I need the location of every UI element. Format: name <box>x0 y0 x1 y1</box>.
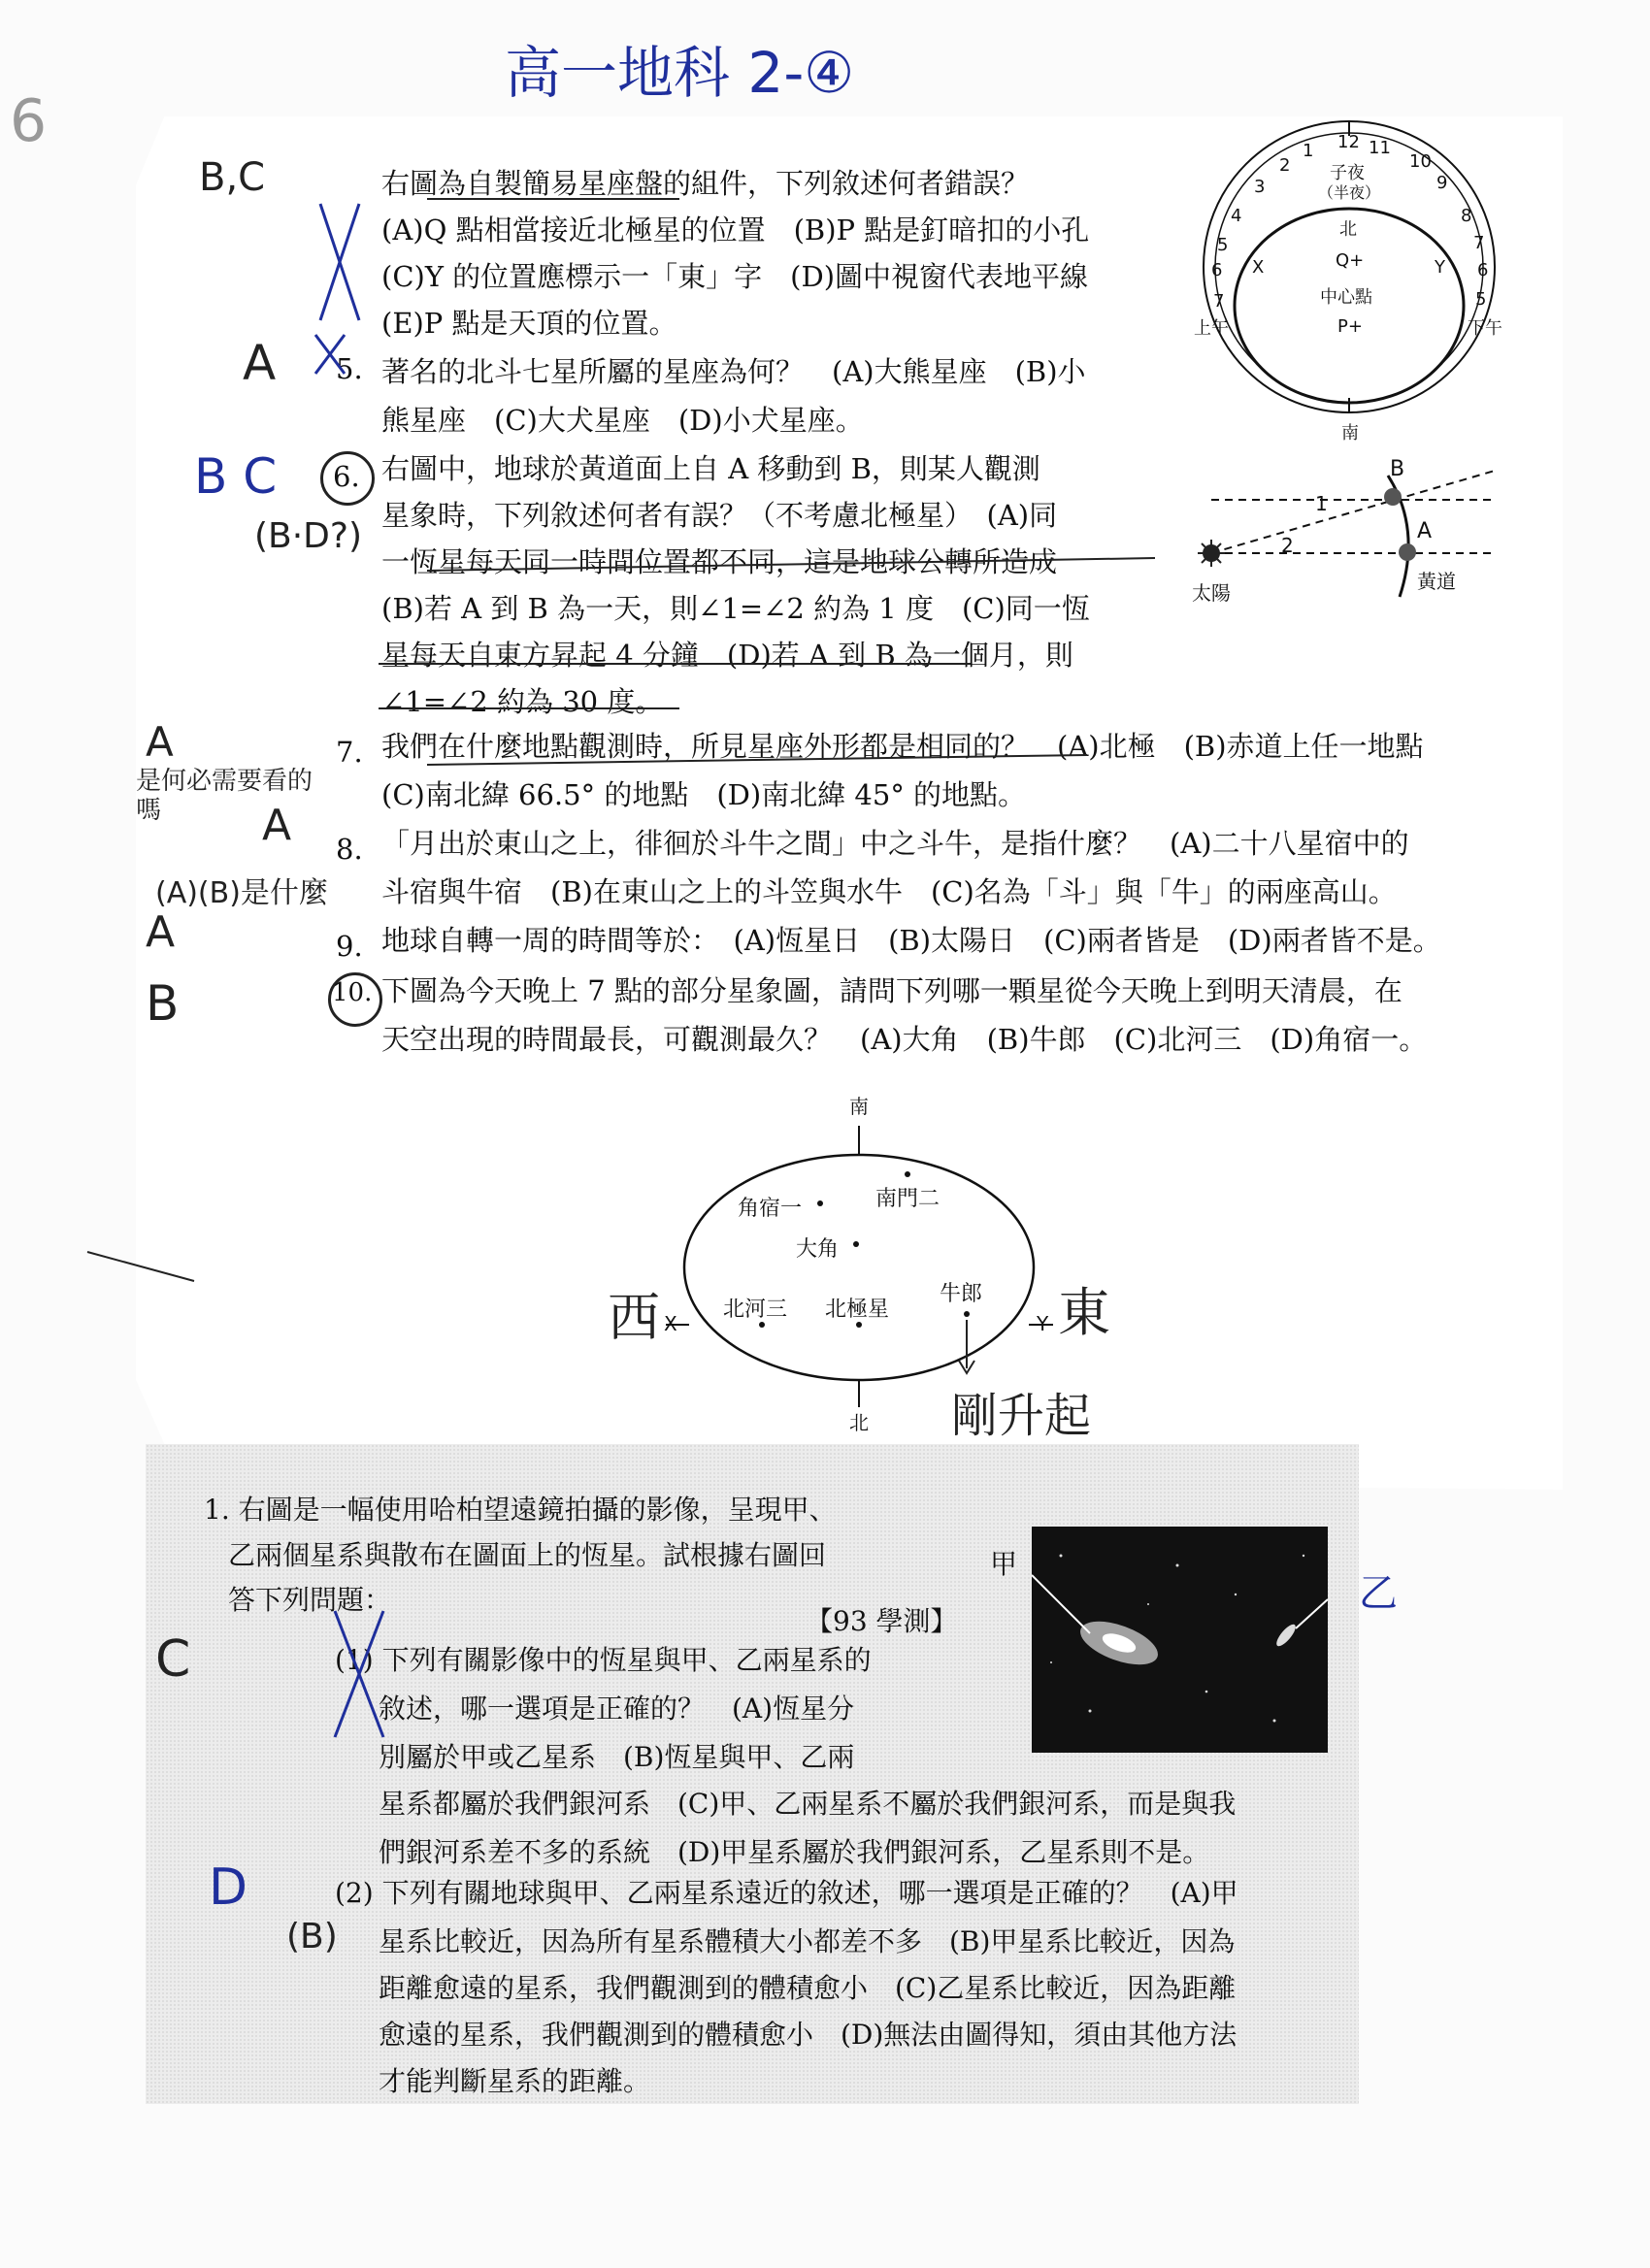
planisphere-p-point: P+ <box>1337 316 1363 337</box>
q4-line-4: (E)P 點是天頂的位置。 <box>381 307 677 340</box>
star-map-y: Y <box>1037 1312 1049 1335</box>
q6-line-5: 星每天自東方昇起 4 分鐘 (D)若 A 到 B 為一個月，則 <box>381 639 1073 672</box>
orbit-point-b: B <box>1390 457 1405 481</box>
part2-intro-line-3: 答下列問題： <box>228 1584 392 1616</box>
star-map-x: X <box>664 1312 677 1335</box>
star-map-south: 南 <box>849 1095 869 1118</box>
planisphere-midnight: 子夜 <box>1330 163 1365 183</box>
q8-line-1: 「月出於東山之上，徘徊於斗牛之間」中之斗牛，是指什麼？ (A)二十八星宿中的 <box>381 827 1409 860</box>
part2-intro-line-2: 乙兩個星系與散布在圖面上的恆星。試根據右圖回 <box>228 1539 827 1571</box>
sub1-line-5: 們銀河系差不多的系統 (D)甲星系屬於我們銀河系，乙星系則不是。 <box>379 1836 1210 1868</box>
sub2-line-1: (2) 下列有關地球與甲、乙兩星系遠近的敘述，哪一選項是正確的？ (A)甲 <box>335 1877 1238 1909</box>
q7-note: 是何必需要看的嗎 <box>136 767 314 825</box>
q8-number: 8. <box>336 833 363 866</box>
planisphere-hour-left-2: 2 <box>1279 155 1291 176</box>
q9-number: 9. <box>336 930 363 963</box>
q6-line-6: ∠1=∠2 約為 30 度。 <box>381 685 664 718</box>
q5-line-2: 熊星座 (C)大犬星座 (D)小犬星座。 <box>381 404 864 437</box>
sub2-answer: D <box>209 1858 248 1917</box>
q5-number: 5. <box>336 352 363 385</box>
planisphere-hour-left-6: 6 <box>1211 260 1223 280</box>
orbit-sun-label: 太陽 <box>1192 581 1231 605</box>
sub2-line-4: 愈遠的星系，我們觀測到的體積愈小 (D)無法由圖得知，須由其他方法 <box>379 2019 1238 2051</box>
planisphere-hour-left-3: 3 <box>1254 177 1266 197</box>
planisphere-hour-right-8: 8 <box>1461 206 1472 226</box>
planisphere-south: 南 <box>1341 423 1359 444</box>
star-altair: 牛郎 <box>940 1282 983 1306</box>
planisphere-hour-left-4: 4 <box>1231 206 1242 226</box>
star-map-rising-note: 剛升起 <box>951 1389 1092 1443</box>
q6-line-2: 星象時，下列敘述何者有誤？（不考慮北極星） (A)同 <box>381 499 1058 532</box>
q6-answer: B C <box>194 448 278 505</box>
star-map-west-note: 西 <box>608 1287 660 1348</box>
q9-answer: A <box>146 907 176 957</box>
star-arcturus: 大角 <box>796 1237 840 1262</box>
sub1-answer: C <box>155 1630 191 1689</box>
q10-number: 10. <box>332 978 373 1007</box>
planisphere-hour-12: 12 <box>1337 132 1360 152</box>
sub2-line-3: 距離愈遠的星系，我們觀測到的體積愈小 (C)乙星系比較近，因為距離 <box>379 1972 1237 2004</box>
sub1-line-2: 敘述，哪一選項是正確的？ (A)恆星分 <box>379 1693 855 1725</box>
q7-answer: A <box>146 718 174 766</box>
q5-line-1: 著名的北斗七星所屬的星座為何？ (A)大熊星座 (B)小 <box>381 355 1086 388</box>
star-map-diagram <box>608 1077 1145 1443</box>
orbit-diagram <box>1184 451 1504 616</box>
planisphere-hour-right-10: 10 <box>1409 151 1432 172</box>
galaxy-a-label: 甲 <box>990 1548 1018 1580</box>
q7-line-2: (C)南北緯 66.5° 的地點 (D)南北緯 45° 的地點。 <box>381 778 1027 811</box>
star-pollux: 北河三 <box>723 1298 788 1322</box>
planisphere-north: 北 <box>1339 219 1357 240</box>
part2-source: 【93 學測】 <box>806 1605 958 1637</box>
planisphere-am: 上午 <box>1194 318 1229 339</box>
planisphere-x: X <box>1252 257 1265 278</box>
q5-answer: A <box>243 335 277 391</box>
q4-line-2: (A)Q 點相當接近北極星的位置 (B)P 點是釘暗扣的小孔 <box>381 214 1090 247</box>
q6-note: (B·D?) <box>254 516 363 556</box>
q7-number: 7. <box>336 736 363 769</box>
orbit-angle-2: 2 <box>1281 534 1294 557</box>
handwritten-title: 高一地科 2-④ <box>505 40 855 106</box>
sub2-note: (B) <box>286 1917 338 1956</box>
q4-line-1: 右圖為自製簡易星座盤的組件，下列敘述何者錯誤？ <box>381 167 1030 200</box>
sub1-line-4: 星系都屬於我們銀河系 (C)甲、乙兩星系不屬於我們銀河系，而是與我 <box>379 1788 1237 1820</box>
q6-line-1: 右圖中，地球於黃道面上自 A 移動到 B，則某人觀測 <box>381 452 1040 485</box>
q9-line-1: 地球自轉一周的時間等於： (A)恆星日 (B)太陽日 (C)兩者皆是 (D)兩者皆不是。 <box>381 924 1441 957</box>
planisphere-hour-left-5: 5 <box>1217 235 1229 255</box>
planisphere-diagram <box>1194 116 1563 446</box>
planisphere-hour-right-7: 7 <box>1473 233 1485 253</box>
q6-number: 6. <box>333 460 360 493</box>
q7-line-1: 我們在什麼地點觀測時，所見星座外形都是相同的？ (A)北極 (B)赤道上任一地點 <box>381 730 1424 763</box>
planisphere-y: Y <box>1435 257 1445 278</box>
star-map-east-note: 東 <box>1058 1282 1110 1343</box>
planisphere-q-point: Q+ <box>1336 250 1365 271</box>
orbit-point-a: A <box>1417 519 1433 543</box>
galaxy-photo <box>1032 1527 1328 1753</box>
sub1-line-1: (1) 下列有關影像中的恆星與甲、乙兩星系的 <box>335 1644 872 1676</box>
sub2-line-2: 星系比較近，因為所有星系體積大小都差不多 (B)甲星系比較近，因為 <box>379 1925 1236 1957</box>
planisphere-center: 中心點 <box>1320 287 1372 308</box>
star-spica: 角宿一 <box>738 1197 803 1221</box>
planisphere-hour-right-9: 9 <box>1436 173 1448 193</box>
planisphere-hour-right-5: 5 <box>1475 289 1487 310</box>
planisphere-hour-right-11: 11 <box>1369 138 1391 158</box>
orbit-ecliptic-label: 黃道 <box>1417 570 1456 593</box>
q10-line-2: 天空出現的時間最長，可觀測最久？ (A)大角 (B)牛郎 (C)北河三 (D)角宿一。 <box>381 1023 1428 1056</box>
q4-line-3: (C)Y 的位置應標示一「東」字 (D)圖中視窗代表地平線 <box>381 260 1089 293</box>
q8-line-2: 斗宿與牛宿 (B)在東山之上的斗笠與水牛 (C)名為「斗」與「牛」的兩座高山。 <box>381 875 1397 908</box>
planisphere-midnight-sub: （半夜） <box>1318 183 1381 202</box>
orbit-angle-1: 1 <box>1315 492 1328 515</box>
q8-note: (A)(B)是什麼 <box>155 876 328 910</box>
galaxy-b-label: 乙 <box>1359 1571 1398 1616</box>
part2-intro-line-1: 1. 右圖是一幅使用哈柏望遠鏡拍攝的影像，呈現甲、 <box>204 1494 837 1526</box>
q10-line-1: 下圖為今天晚上 7 點的部分星象圖，請問下列哪一顆星從今天晚上到明天清晨，在 <box>381 974 1402 1007</box>
q10-answer: B <box>146 975 180 1032</box>
planisphere-hour-left-7: 7 <box>1213 291 1225 312</box>
q6-line-3: 一恆星每天同一時間位置都不同，這是地球公轉所造成 <box>381 545 1058 578</box>
star-map-north: 北 <box>849 1411 869 1434</box>
q6-line-4: (B)若 A 到 B 為一天，則∠1=∠2 約為 1 度 (C)同一恆 <box>381 592 1090 625</box>
planisphere-pm: 下午 <box>1468 318 1502 339</box>
planisphere-hour-right-6: 6 <box>1477 260 1489 280</box>
page-number-mark: 6 <box>10 87 48 155</box>
q4-answer: B,C <box>199 155 266 200</box>
star-polaris: 北極星 <box>825 1298 890 1322</box>
q8-answer: A <box>262 801 292 850</box>
star-alpha-centauri: 南門二 <box>875 1187 940 1211</box>
planisphere-hour-left-1: 1 <box>1303 141 1314 161</box>
sub2-line-5: 才能判斷星系的距離。 <box>379 2065 651 2097</box>
sub1-line-3: 別屬於甲或乙星系 (B)恆星與甲、乙兩 <box>379 1741 855 1773</box>
